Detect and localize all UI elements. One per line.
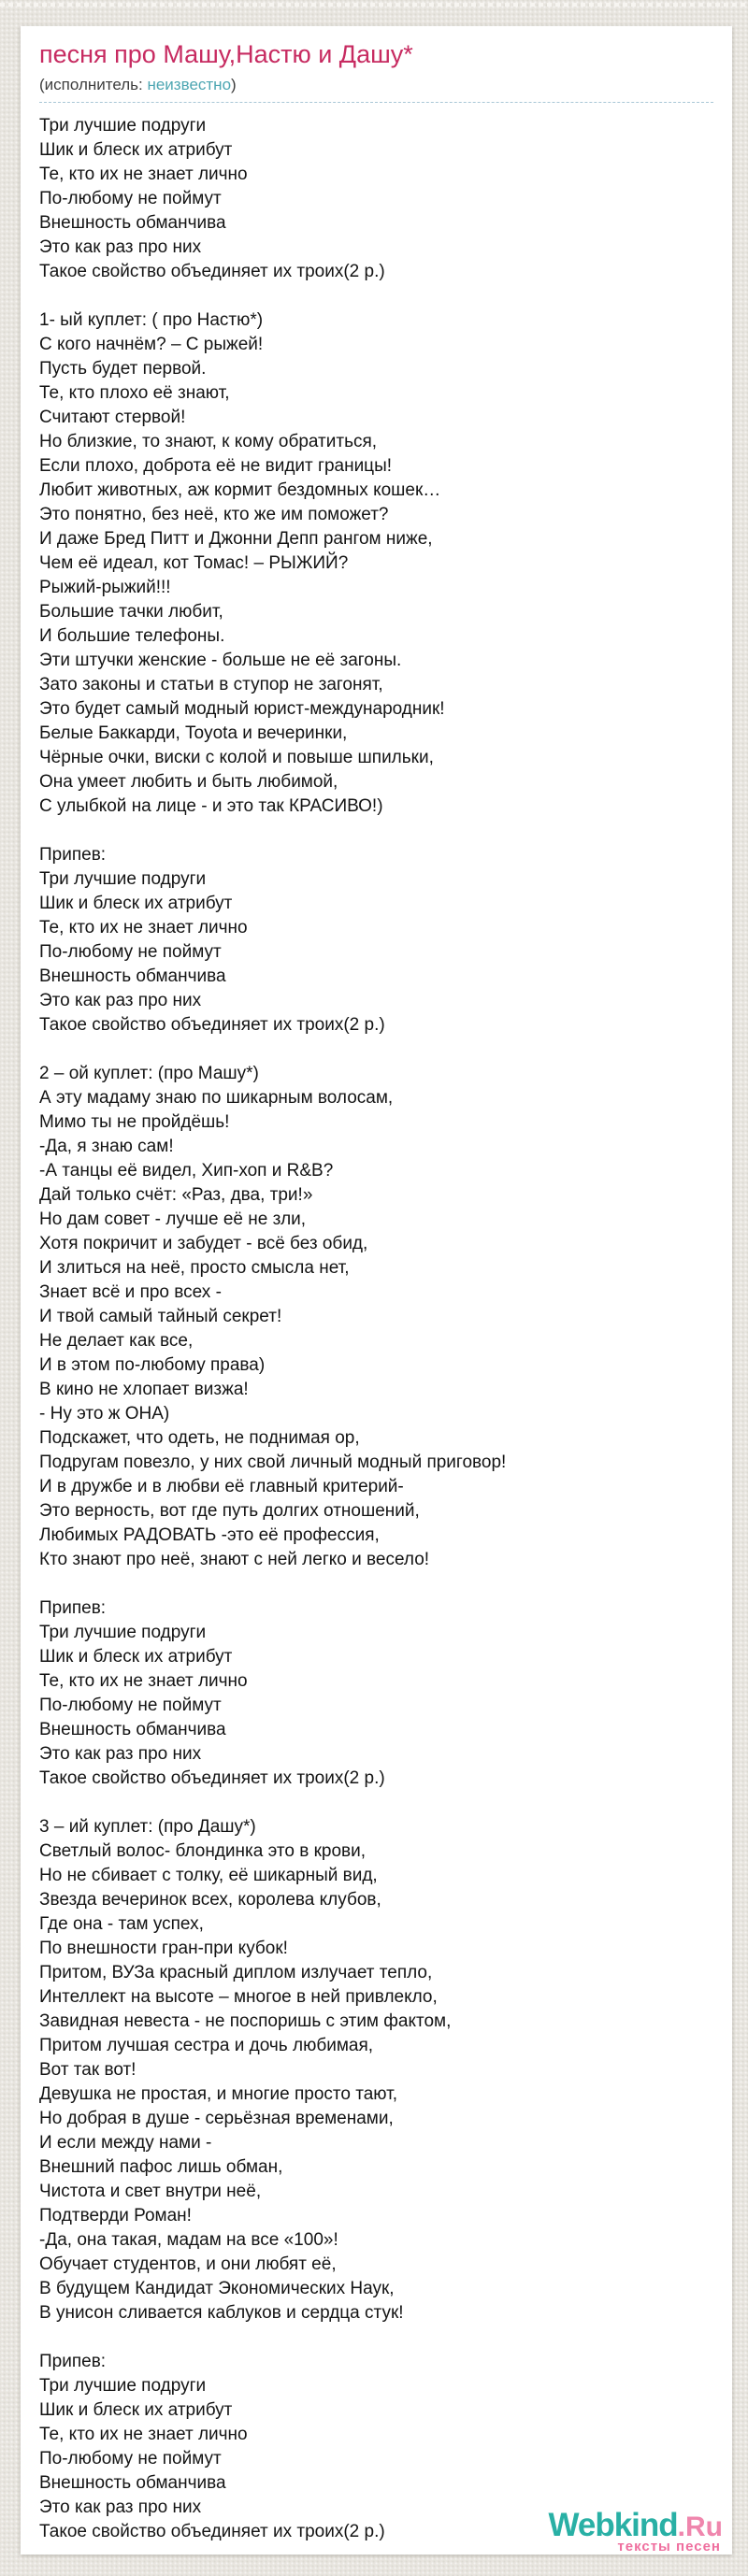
lyric-line: Хотя покричит и забудет - всё без обид, (39, 1234, 368, 1253)
page-top-stitch-texture (0, 3, 748, 7)
lyric-line: С кого начнём? – С рыжей! (39, 335, 264, 354)
lyric-line: Три лучшие подруги (39, 116, 207, 136)
lyric-line: Припев: (39, 2352, 107, 2371)
lyric-line: В будущем Кандидат Экономических Наук, (39, 2279, 395, 2298)
lyric-line: Припев: (39, 845, 107, 865)
lyric-line: В унисон сливается каблуков и сердца стук! (39, 2303, 404, 2323)
lyric-line: -Да, она такая, мадам на все «100»! (39, 2230, 338, 2250)
lyric-line: Обучает студентов, и они любят её, (39, 2254, 337, 2274)
stanza (39, 843, 713, 1038)
lyric-line: Не делает как все, (39, 1331, 194, 1351)
lyric-line: Но не сбивает с толку, её шикарный вид, (39, 1866, 378, 1885)
lyric-line: По-любому не поймут (39, 942, 222, 962)
lyric-line: Те, кто их не знает лично (39, 2425, 248, 2444)
lyric-line: Три лучшие подруги (39, 869, 207, 889)
lyric-line: Большие тачки любит, (39, 602, 223, 622)
lyric-line: 3 – ий куплет: (про Дашу*) (39, 1817, 256, 1837)
lyric-line: Знает всё и про всех - (39, 1282, 222, 1302)
lyric-line: Чёрные очки, виски с колой и повыше шпильки, (39, 748, 434, 767)
lyric-line: Она умеет любить и быть любимой, (39, 772, 338, 792)
webkind-logo-text (548, 2509, 723, 2541)
lyric-line: Это верность, вот где путь долгих отношений, (39, 1501, 420, 1521)
webkind-logo[interactable] (548, 2509, 723, 2554)
lyric-line: Внешность обманчива (39, 1720, 226, 1739)
lyric-line: Те, кто их не знает лично (39, 1671, 248, 1691)
lyric-line: Это будет самый модный юрист-международник! (39, 699, 445, 719)
lyric-line: Шик и блеск их атрибут (39, 1647, 233, 1667)
lyric-line: Любимых РАДОВАТЬ -это её профессия, (39, 1525, 380, 1545)
lyric-line: Чистота и свет внутри неё, (39, 2182, 262, 2201)
lyric-line: Любит животных, аж кормит бездомных кошек… (39, 480, 441, 500)
lyric-line: 1- ый куплет: ( про Настю*) (39, 310, 264, 330)
lyric-line: И твой самый тайный секрет! (39, 1307, 282, 1326)
logo-tagline: тексты песен (617, 2539, 721, 2555)
lyric-line: По-любому не поймут (39, 2449, 222, 2469)
lyric-line: Три лучшие подруги (39, 2376, 207, 2396)
lyric-line: Зато законы и статьи в ступор не загонят, (39, 675, 383, 694)
lyric-line: И большие телефоны. (39, 626, 225, 646)
lyric-line: Это как раз про них (39, 1744, 202, 1764)
lyric-line: Такое свойство объединяет их троих(2 р.) (39, 1768, 385, 1788)
lyric-line: Припев: (39, 1598, 107, 1618)
lyric-line: Притом лучшая сестра и дочь любимая, (39, 2036, 374, 2055)
lyric-line: Это как раз про них (39, 237, 202, 257)
song-card (21, 26, 732, 2555)
lyric-line: Подтверди Роман! (39, 2206, 192, 2225)
lyric-line: И злиться на неё, просто смысла нет, (39, 1258, 350, 1278)
lyric-line: Внешность обманчива (39, 966, 226, 986)
lyric-line: Где она - там успех, (39, 1914, 204, 1934)
logo-suffix-text: .Ru (677, 2512, 723, 2542)
stanza (39, 114, 713, 284)
lyric-line: В кино не хлопает визжа! (39, 1380, 249, 1399)
lyric-line: И даже Бред Питт и Джонни Депп рангом ниже, (39, 529, 433, 549)
lyric-line: Внешность обманчива (39, 213, 226, 233)
lyric-line: Подскажет, что одеть, не поднимая ор, (39, 1428, 360, 1448)
lyric-line: Кто знают про неё, знают с ней легко и весело! (39, 1550, 430, 1569)
lyric-line: Но добрая в душе - серьёзная временами, (39, 2109, 394, 2128)
song-header (39, 39, 713, 103)
lyric-line: Внешность обманчива (39, 2473, 226, 2493)
lyric-line: Но близкие, то знают, к кому обратиться, (39, 432, 378, 451)
lyric-line: Это как раз про них (39, 991, 202, 1010)
lyric-line: Если плохо, доброта её не видит границы! (39, 456, 393, 476)
lyric-line: Чем её идеал, кот Томас! – РЫЖИЙ? (39, 553, 349, 573)
lyric-line: А эту мадаму знаю по шикарным волосам, (39, 1088, 394, 1108)
artist-label-open: (исполнитель: (39, 76, 148, 93)
lyric-line: По-любому не поймут (39, 1696, 222, 1715)
lyric-line: Пусть будет первой. (39, 359, 207, 379)
lyric-line: Такое свойство объединяет их троих(2 р.) (39, 262, 385, 281)
stanza (39, 308, 713, 819)
lyric-line: Считают стервой! (39, 408, 186, 427)
stanza (39, 1062, 713, 1572)
lyric-line: Это понятно, без неё, кто же им поможет? (39, 505, 389, 524)
artist-line (39, 76, 713, 93)
lyric-line: Подругам повезло, у них свой личный модный приговор! (39, 1453, 507, 1472)
lyric-line: Внешний пафос лишь обман, (39, 2157, 283, 2177)
page-title: песня про Машу,Настю и Дашу* (39, 40, 413, 68)
lyric-line: Шик и блеск их атрибут (39, 140, 233, 160)
lyric-line: Светлый волос- блондинка это в крови, (39, 1841, 367, 1861)
lyric-line: Те, кто их не знает лично (39, 165, 248, 184)
lyric-line: И если между нами - (39, 2133, 212, 2153)
lyric-line: Но дам совет - лучше её не зли, (39, 1209, 307, 1229)
logo-main-text: Webkind (548, 2507, 678, 2543)
lyric-line: По-любому не поймут (39, 189, 222, 208)
lyric-line: Эти штучки женские - больше не её загоны. (39, 651, 402, 670)
lyric-line: И в дружбе и в любви её главный критерий- (39, 1477, 404, 1496)
lyric-line: Дай только счёт: «Раз, два, три!» (39, 1185, 313, 1205)
artist-label-close: ) (231, 76, 237, 93)
lyric-line: По внешности гран-при кубок! (39, 1939, 288, 1958)
lyric-line: Шик и блеск их атрибут (39, 2400, 233, 2420)
stanza (39, 1815, 713, 2326)
lyric-line: С улыбкой на лице - и это так КРАСИВО!) (39, 796, 383, 816)
lyric-line: Завидная невеста - не поспоришь с этим фактом, (39, 2011, 452, 2031)
lyric-line: Такое свойство объединяет их троих(2 р.) (39, 2522, 385, 2541)
lyric-line: Шик и блеск их атрибут (39, 894, 233, 913)
lyric-line: 2 – ой куплет: (про Машу*) (39, 1064, 259, 1083)
lyric-line: Интеллект на высоте – многое в ней привлекло, (39, 1987, 438, 2007)
stanza (39, 1596, 713, 1791)
artist-link[interactable]: неизвестно (147, 76, 232, 93)
lyric-line: Мимо ты не пройдёшь! (39, 1112, 230, 1132)
lyric-line: Девушка не простая, и многие просто тают, (39, 2084, 398, 2104)
lyric-line: Это как раз про них (39, 2497, 202, 2517)
lyric-line: Вот так вот! (39, 2060, 137, 2080)
lyric-line: - Ну это ж ОНА) (39, 1404, 170, 1424)
lyric-line: Белые Баккарди, Toyota и вечеринки, (39, 723, 348, 743)
lyric-line: -Да, я знаю сам! (39, 1137, 174, 1156)
lyrics (39, 114, 713, 2544)
lyric-line: Рыжий-рыжий!!! (39, 578, 171, 597)
lyric-line: И в этом по-любому права) (39, 1355, 266, 1375)
lyric-line: Притом, ВУЗа красный диплом излучает тепло, (39, 1963, 433, 1982)
lyric-line: Три лучшие подруги (39, 1623, 207, 1642)
lyric-line: -А танцы её видел, Хип-хоп и R&B? (39, 1161, 334, 1181)
lyric-line: Те, кто их не знает лично (39, 918, 248, 937)
lyric-line: Те, кто плохо её знают, (39, 383, 230, 403)
lyric-line: Такое свойство объединяет их троих(2 р.) (39, 1015, 385, 1035)
lyric-line: Звезда вечеринок всех, королева клубов, (39, 1890, 381, 1910)
